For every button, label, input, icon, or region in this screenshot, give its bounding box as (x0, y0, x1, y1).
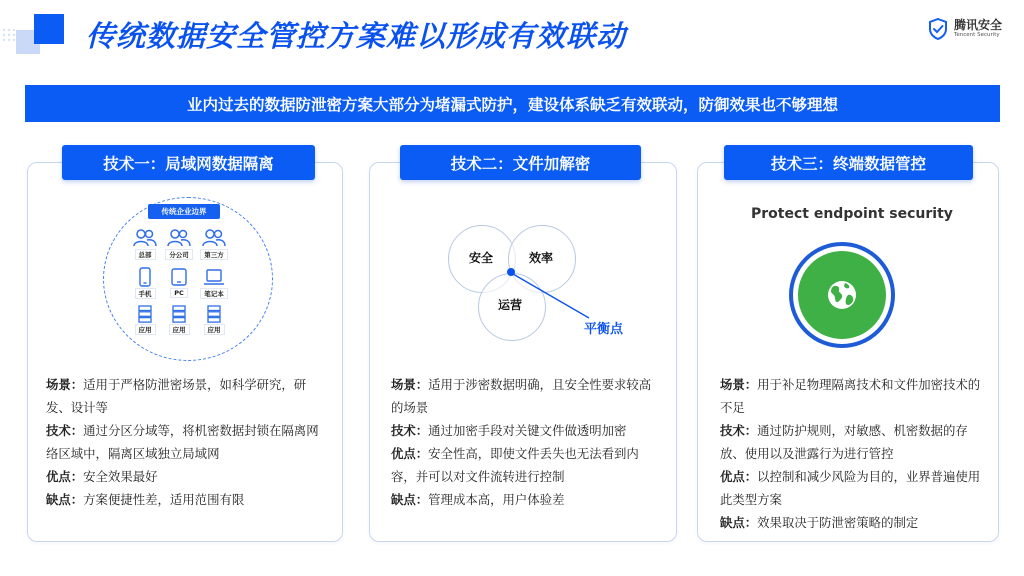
tablet-icon (170, 267, 188, 287)
panel-3-description (720, 373, 982, 534)
users-icon (166, 228, 192, 248)
desc-text: 通过加密手段对关键文件做透明加密 (428, 423, 627, 438)
panel-heading-3: 技术三：终端数据管控 (724, 145, 973, 180)
grid-item-hq (129, 228, 161, 260)
venn-label-efficiency: 效率 (529, 251, 554, 265)
grid-item-pc (163, 267, 195, 298)
venn-label-operations: 运营 (498, 298, 523, 312)
desc-text: 方案便捷性差，适用范围有限 (83, 492, 245, 507)
endpoint-caption: Protect endpoint security (751, 206, 953, 222)
grid-label: 分公司 (165, 249, 193, 260)
desc-key: 场景： (720, 377, 758, 392)
grid-label: 应用 (204, 324, 225, 335)
grid-item-phone (129, 267, 161, 299)
balance-point-label: 平衡点 (584, 322, 624, 337)
desc-key: 技术： (46, 423, 84, 438)
brand-name-cn: 腾讯安全 (953, 18, 1002, 33)
desc-line (391, 488, 659, 511)
boundary-label: 传统企业边界 (148, 204, 220, 219)
globe-icon (828, 281, 856, 309)
grid-label: 总部 (135, 249, 156, 260)
summary-banner: 业内过去的数据防泄密方案大部分为堵漏式防护，建设体系缺乏有效联动，防御效果也不够理想 (25, 85, 1000, 122)
grid-item-app-2 (163, 305, 195, 335)
users-icon (201, 228, 227, 248)
panel-heading-1: 技术一：局域网数据隔离 (62, 145, 315, 180)
desc-line (46, 465, 328, 488)
panel-2-description (391, 373, 659, 511)
grid-item-laptop (198, 267, 230, 299)
grid-label: 应用 (169, 324, 190, 335)
grid-label: 手机 (135, 288, 156, 299)
page-title: 传统数据安全管控方案难以形成有效联动 (86, 19, 627, 53)
desc-text: 用于补足物理隔离技术和文件加密技术的不足 (720, 377, 981, 415)
desc-line (46, 419, 328, 465)
desc-key: 技术： (391, 423, 429, 438)
balance-pointer-line (513, 274, 589, 318)
grid-label: 第三方 (200, 249, 228, 260)
desc-text: 管理成本高，用户体验差 (428, 492, 565, 507)
laptop-icon (203, 267, 225, 287)
desc-text: 效果取决于防泄密策略的制定 (757, 515, 919, 530)
panel-heading-2: 技术二：文件加解密 (400, 145, 641, 180)
phone-icon (138, 267, 152, 287)
grid-label: 应用 (135, 324, 156, 335)
panel-1-description (46, 373, 328, 511)
desc-key: 优点： (720, 469, 758, 484)
desc-line (46, 488, 328, 511)
desc-text: 安全效果最好 (83, 469, 158, 484)
desc-text: 安全性高，即使文件丢失也无法看到内容，并可以对文件流转进行控制 (391, 446, 639, 484)
grid-label: PC (170, 288, 188, 298)
desc-key: 技术： (720, 423, 758, 438)
grid-item-third-party (198, 228, 230, 260)
venn-label-security: 安全 (469, 251, 494, 265)
desc-text: 适用于涉密数据明确，且安全性要求较高的场景 (391, 377, 652, 415)
desc-text: 通过防护规则，对敏感、机密数据的存放、使用以及泄露行为进行管控 (720, 423, 968, 461)
balance-pointer (500, 262, 600, 324)
grid-item-app-1 (129, 305, 161, 335)
grid-item-app-3 (198, 305, 230, 335)
desc-line (720, 373, 982, 419)
desc-text: 适用于严格防泄密场景，如科学研究，研发、设计等 (46, 377, 307, 415)
desc-line (720, 465, 982, 511)
desc-text: 以控制和减少风险为目的，业界普遍使用此类型方案 (720, 469, 981, 507)
server-icon (171, 305, 187, 323)
grid-label: 笔记本 (200, 288, 228, 299)
desc-line (46, 373, 328, 419)
title-decoration (0, 0, 80, 70)
grid-item-branch (163, 228, 195, 260)
desc-key: 优点： (46, 469, 84, 484)
desc-line (720, 419, 982, 465)
desc-text: 通过分区分域等，将机密数据封锁在隔离网络区域中，隔离区域独立局域网 (46, 423, 319, 461)
desc-key: 场景： (391, 377, 429, 392)
desc-key: 缺点： (46, 492, 84, 507)
desc-line (391, 442, 659, 488)
desc-key: 场景： (46, 377, 84, 392)
desc-line (391, 373, 659, 419)
brand-logo (928, 18, 1002, 40)
desc-key: 优点： (391, 446, 429, 461)
server-icon (206, 305, 222, 323)
endpoint-badge (787, 240, 897, 350)
title-deco-squares (0, 0, 80, 70)
brand-name-en: Tencent Security (953, 32, 1000, 39)
desc-line (391, 419, 659, 442)
desc-key: 缺点： (720, 515, 758, 530)
shield-icon (928, 18, 948, 40)
users-icon (132, 228, 158, 248)
desc-key: 缺点： (391, 492, 429, 507)
desc-line (720, 511, 982, 534)
server-icon (137, 305, 153, 323)
